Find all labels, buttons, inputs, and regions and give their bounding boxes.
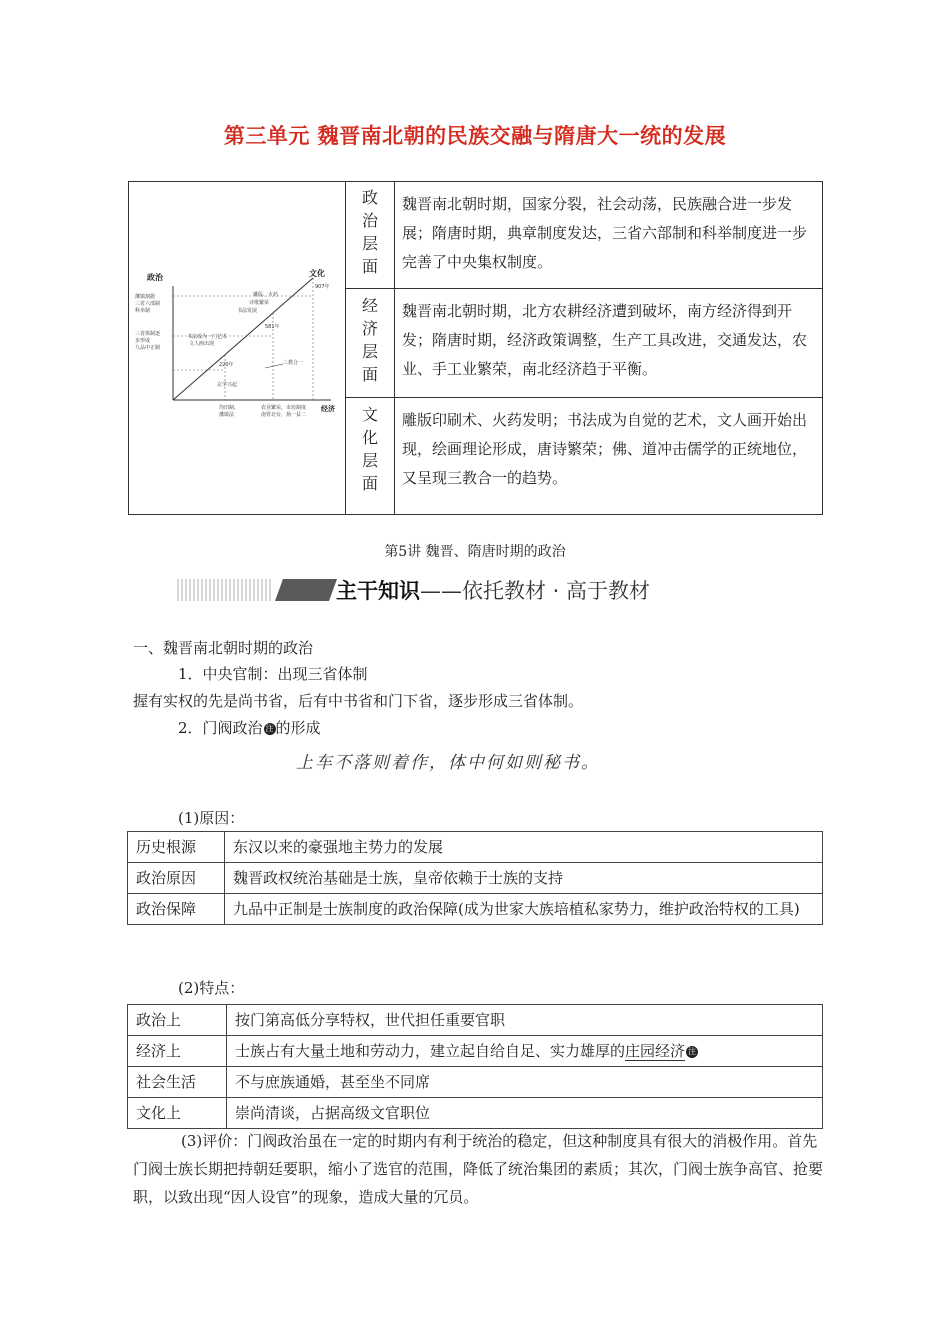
table-row: [128, 894, 823, 925]
aspect-politics: 政 治 层 面: [361, 188, 378, 276]
aspect-economy: 经 济 层 面: [361, 296, 378, 384]
features-label: (2)特点：: [178, 979, 245, 997]
chart-bottom-label: 均田制、: [219, 405, 240, 411]
unit-title: 第三单元 魏晋南北朝的民族交融与隋唐大一统的发展: [223, 123, 727, 148]
cause-value: 东汉以来的豪强地主势力的发展: [225, 832, 823, 863]
unit-overview-table: [128, 181, 823, 515]
banner-strong: 主干知识: [336, 579, 420, 603]
feature-key: 政治上: [128, 1005, 227, 1036]
note-icon[interactable]: 注: [688, 1047, 697, 1056]
feature-value: 按门第高低分享特权，世代担任重要官职: [227, 1005, 823, 1036]
chart-inner-label: 诗歌繁荣: [249, 300, 270, 306]
chart-bottom-label: 农业繁荣，市坊制度: [261, 405, 307, 411]
table-row: [128, 1067, 823, 1098]
feature-value: 不与庶族通婚，甚至坐不同席: [227, 1067, 823, 1098]
chart-inner-label: 雕版、火药: [253, 292, 279, 298]
cause-value: 魏晋政权统治基础是士族，皇帝依赖于士族的支持: [225, 863, 823, 894]
banner-rest: ——依托教材 · 高于教材: [420, 579, 651, 603]
chart-left-label: 三省体制逐: [135, 331, 161, 337]
cause-value: 九品中正制是士族制度的政治保障(成为世家大族培植私家势力，维护政治特权的工具): [225, 894, 823, 925]
item-menfa-politics: 2．门阀政治 注 的形成: [178, 719, 321, 737]
chart-inner-label: 文人画出现: [189, 341, 215, 347]
overview-culture-text: 雕版印刷术、火药发明；书法成为自觉的艺术，文人画开始出现，绘画理论形成，唐诗繁荣；佛、道冲击儒学的正统地位，又呈现三教合一的趋势。: [402, 411, 808, 487]
chart-left-label: 三省六部制: [135, 301, 161, 307]
table-row: [128, 863, 823, 894]
overview-politics-text: 魏晋南北朝时期，国家分裂，社会动荡，民族融合进一步发展；隋唐时期，典章制度发达，三省六部制和科举制度进一步完善了中央集权制度。: [402, 195, 808, 271]
item-central-system-text: 握有实权的先是尚书省，后有中书省和门下省，逐步形成三省体制。: [133, 692, 584, 710]
chart-point-label: 581年: [265, 324, 280, 330]
cause-key: 政治原因: [128, 863, 225, 894]
table-row: [128, 832, 823, 863]
chart-inner-label: 三教合一: [283, 360, 304, 366]
section-banner: [336, 575, 650, 605]
chart-left-label: 九品中正制: [135, 345, 161, 351]
chart-axis-politics: 政治: [147, 273, 163, 282]
chart-left-label: 科举制: [135, 308, 151, 314]
causes-table: [127, 831, 823, 925]
feature-key: 社会生活: [128, 1067, 227, 1098]
chart-bottom-label: 南胃北台，扬一益二: [261, 412, 307, 418]
chart-inner-label: 玄学兴起: [217, 382, 238, 388]
overview-economy-text: 魏晋南北朝时期，北方农耕经济遭到破坏，南方经济得到开发；隋唐时期，经济政策调整，生产工具改进，交通发达，农业、手工业繁荣，南北经济趋于平衡。: [402, 302, 808, 378]
unit-overview-diagram: [133, 266, 341, 434]
cause-key: 政治保障: [128, 894, 225, 925]
table-row: [128, 1005, 823, 1036]
feature-value: 崇尚清谈，占据高级文官职位: [227, 1098, 823, 1129]
section-heading: 一、魏晋南北朝时期的政治: [133, 639, 314, 657]
evaluation-paragraph: (3)评价：门阀政治虽在一定的时期内有利于统治的稳定，但这种制度具有很大的消极作用。首先门阀士族长期把持朝廷要职，缩小了选官的范围，降低了统治集团的素质；其次，门阀士族争高官、抢要职，以致出现“因人设官”的现象，造成大量的冗员。: [133, 1132, 824, 1206]
chart-axis-culture: 文化: [309, 269, 325, 278]
table-row: [128, 1036, 823, 1067]
chart-left-label: 步形成: [135, 338, 151, 344]
causes-label: (1)原因：: [178, 809, 245, 827]
cause-key: 历史根源: [128, 832, 225, 863]
banner-decoration: [177, 579, 272, 601]
chart-bottom-label: 藩镇法: [219, 412, 235, 418]
aspect-culture: 文 化 层 面: [361, 405, 378, 493]
note-icon[interactable]: 注: [265, 724, 274, 733]
chart-inner-label: 书法发展: [237, 308, 258, 314]
feature-value: 士族占有大量土地和劳动力，建立起自给自足、实力雄厚的庄园经济 注: [227, 1036, 823, 1067]
handwritten-quote: 上车不落则着作，体中何如则秘书。: [296, 753, 600, 773]
lecture-title: 第5讲 魏晋、隋唐时期的政治: [384, 544, 566, 560]
chart-point-label: 907年: [315, 284, 330, 290]
banner-decoration: [275, 579, 337, 601]
features-table: [127, 1004, 823, 1129]
feature-key: 经济上: [128, 1036, 227, 1067]
chart-axis-economy: 经济: [321, 405, 335, 413]
manor-economy-link[interactable]: 庄园经济: [625, 1042, 686, 1060]
chart-point-label: 220年: [219, 362, 234, 368]
item-central-system: 1．中央官制：出现三省体制: [178, 665, 368, 683]
chart-left-label: 藩镇割据: [135, 294, 156, 300]
table-row: [128, 1098, 823, 1129]
feature-key: 文化上: [128, 1098, 227, 1129]
chart-inner-label: 书法成为一门艺术: [187, 334, 228, 340]
